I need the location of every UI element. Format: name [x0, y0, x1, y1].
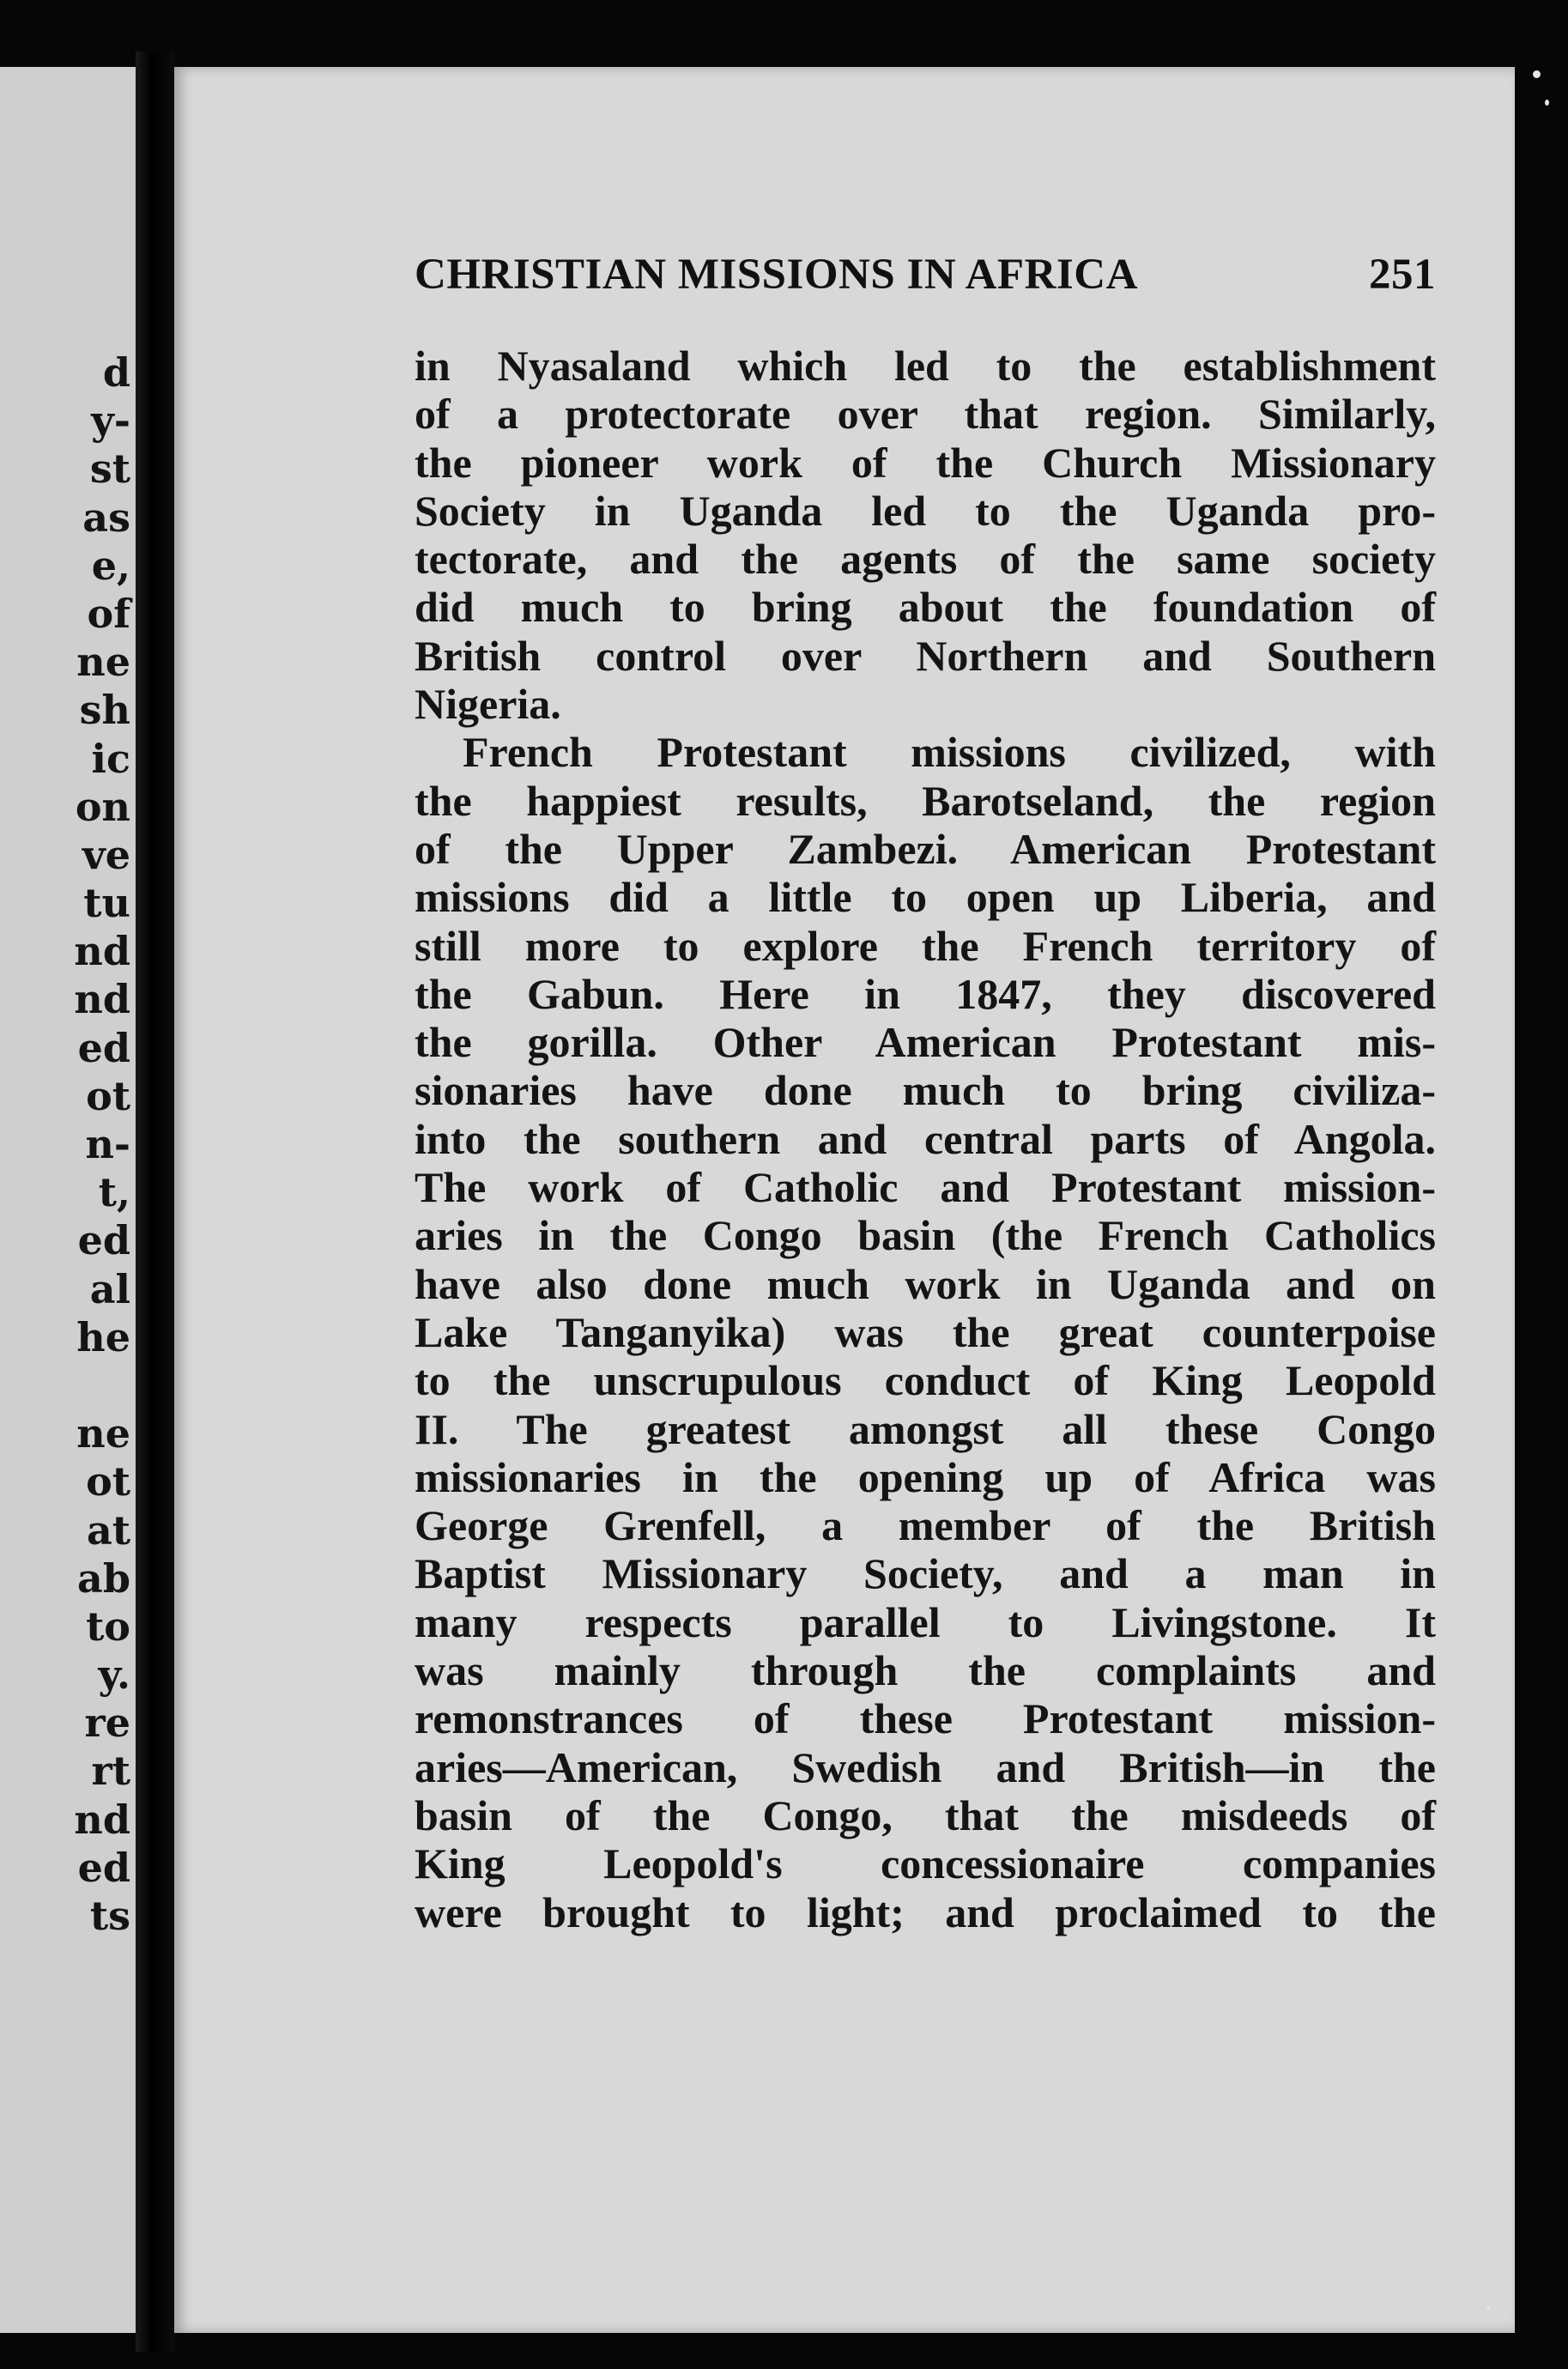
- line-ending: e,: [91, 542, 130, 589]
- line-ending: st: [89, 445, 130, 493]
- text-line: missionaries in the opening up of Africa was: [415, 1452, 1436, 1501]
- line-ending: t,: [98, 1169, 130, 1216]
- text-line: British control over Northern and Southern: [415, 631, 1436, 680]
- text-line: II. The greatest amongst all these Congo: [415, 1404, 1436, 1453]
- line-ending: y.: [98, 1651, 130, 1699]
- previous-page-edge: [0, 67, 136, 2333]
- text-line: were brought to light; and proclaimed to the: [415, 1887, 1436, 1936]
- text-line: aries—American, Swedish and British—in the: [415, 1742, 1436, 1791]
- text-line: the gorilla. Other American Protestant mis-: [415, 1018, 1436, 1067]
- line-ending: ve: [82, 831, 130, 878]
- text-line: sionaries have done much to bring civiliza-: [415, 1066, 1436, 1115]
- text-line: The work of Catholic and Protestant mission-: [415, 1163, 1436, 1212]
- line-ending: ed: [77, 1024, 130, 1071]
- text-line: in Nyasaland which led to the establishment: [415, 342, 1436, 390]
- line-ending: nd: [74, 928, 130, 975]
- book-gutter: [136, 52, 174, 2352]
- previous-page-line-endings: [74, 348, 130, 1940]
- text-line: of the Upper Zambezi. American Protestant: [415, 824, 1436, 873]
- body-text: [415, 342, 1436, 1936]
- scan-speck: [1533, 70, 1541, 78]
- text-line: have also done much work in Uganda and on: [415, 1259, 1436, 1308]
- line-ending: ic: [91, 735, 130, 782]
- running-head: [415, 250, 1436, 310]
- text-line: the pioneer work of the Church Missionary: [415, 438, 1436, 487]
- line-gap: [74, 1361, 130, 1409]
- line-ending: to: [86, 1603, 130, 1650]
- scan-speck: [1545, 100, 1549, 106]
- text-line: Lake Tanganyika) was the great counterpoise: [415, 1307, 1436, 1356]
- text-line: did much to bring about the foundation of: [415, 583, 1436, 632]
- line-ending: ed: [77, 1844, 130, 1891]
- text-line: George Grenfell, a member of the British: [415, 1501, 1436, 1550]
- text-line: many respects parallel to Livingstone. It: [415, 1597, 1436, 1646]
- page-number: 251: [1369, 251, 1436, 299]
- line-ending: ts: [89, 1893, 130, 1939]
- text-line: tectorate, and the agents of the same society: [415, 535, 1436, 584]
- text-line: of a protectorate over that region. Similarly,: [415, 390, 1436, 439]
- line-ending: ne: [76, 1410, 130, 1457]
- line-ending: at: [86, 1506, 130, 1554]
- text-line: Nigeria.: [415, 680, 561, 729]
- text-line: remonstrances of these Protestant mission-: [415, 1694, 1436, 1743]
- line-ending: re: [84, 1700, 130, 1747]
- text-line: missions did a little to open up Liberia, and: [415, 873, 1436, 922]
- line-ending: tu: [83, 880, 130, 927]
- line-ending: of: [87, 590, 130, 637]
- line-ending: ab: [77, 1554, 130, 1602]
- line-ending: as: [82, 494, 130, 541]
- text-line: aries in the Congo basin (the French Catholics: [415, 1211, 1436, 1260]
- book-page: [174, 67, 1515, 2333]
- line-ending: n-: [85, 1121, 130, 1167]
- line-ending: ne: [76, 639, 130, 686]
- text-line: still more to explore the French territory of: [415, 921, 1436, 970]
- line-ending: d: [102, 349, 130, 396]
- text-line: Society in Uganda led to the Uganda pro-: [415, 486, 1436, 535]
- line-ending: ot: [86, 1458, 130, 1506]
- text-line: into the southern and central parts of Angola.: [415, 1114, 1436, 1163]
- text-line: Baptist Missionary Society, and a man in: [415, 1549, 1436, 1598]
- line-ending: nd: [74, 976, 130, 1023]
- text-line: basin of the Congo, that the misdeeds of: [415, 1790, 1436, 1839]
- line-ending: on: [75, 783, 130, 830]
- line-ending: nd: [74, 1796, 130, 1843]
- scan-speck: [1486, 2307, 1490, 2311]
- running-head-title: CHRISTIAN MISSIONS IN AFRICA: [415, 251, 1138, 299]
- paragraph-first-line: French Protestant missions civilized, with: [463, 728, 1436, 777]
- line-ending: he: [76, 1313, 130, 1360]
- line-ending: ed: [77, 1217, 130, 1264]
- line-ending: ot: [86, 1072, 130, 1119]
- text-line: King Leopold's concessionaire companies: [415, 1839, 1436, 1888]
- line-ending: rt: [91, 1748, 130, 1795]
- text-line: the Gabun. Here in 1847, they discovered: [415, 969, 1436, 1018]
- line-ending: y-: [91, 397, 130, 445]
- line-ending: al: [89, 1265, 130, 1312]
- line-ending: sh: [79, 687, 130, 734]
- text-line: was mainly through the complaints and: [415, 1646, 1436, 1695]
- text-line: the happiest results, Barotseland, the region: [415, 776, 1436, 825]
- text-line: to the unscrupulous conduct of King Leopold: [415, 1356, 1436, 1405]
